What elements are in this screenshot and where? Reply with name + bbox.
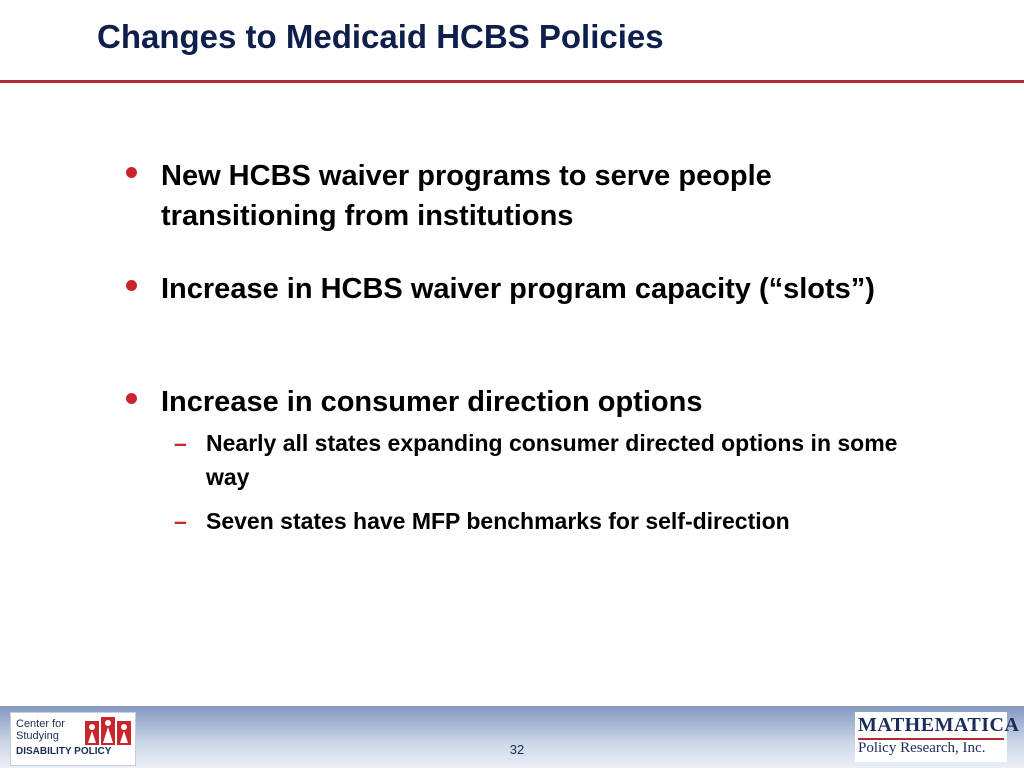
mathematica-subtitle: Policy Research, Inc.	[858, 740, 986, 756]
mathematica-wordmark: MATHEMATICA	[858, 714, 1020, 736]
mathematica-logo	[855, 712, 1020, 762]
dash-icon: –	[174, 508, 187, 534]
dash-icon: –	[174, 430, 187, 456]
sub-bullet-text-1: Nearly all states expanding consumer directed options in some way	[206, 430, 898, 490]
bullet-dot-icon	[126, 167, 137, 178]
logo-left-line3: DISABILITY POLICY	[16, 746, 112, 757]
center-for-studying-disability-policy-logo	[10, 712, 136, 766]
bullet-text-2: Increase in HCBS waiver program capacity (“slots”)	[161, 273, 875, 305]
bullet-dot-icon	[126, 393, 137, 404]
bullet-text-3: Increase in consumer direction options	[161, 386, 703, 418]
title-divider	[0, 80, 1024, 83]
slide-title: Changes to Medicaid HCBS Policies	[97, 18, 664, 55]
page-number: 32	[509, 742, 525, 757]
logo-left-line1: Center for	[16, 718, 65, 730]
sub-bullet-text-2: Seven states have MFP benchmarks for self-direction	[206, 508, 790, 534]
logo-left-line2: Studying	[16, 730, 59, 742]
bullet-dot-icon	[126, 280, 137, 291]
bullet-text-1: New HCBS waiver programs to serve people transitioning from institutions	[161, 160, 772, 232]
people-figures-icon	[85, 717, 131, 747]
